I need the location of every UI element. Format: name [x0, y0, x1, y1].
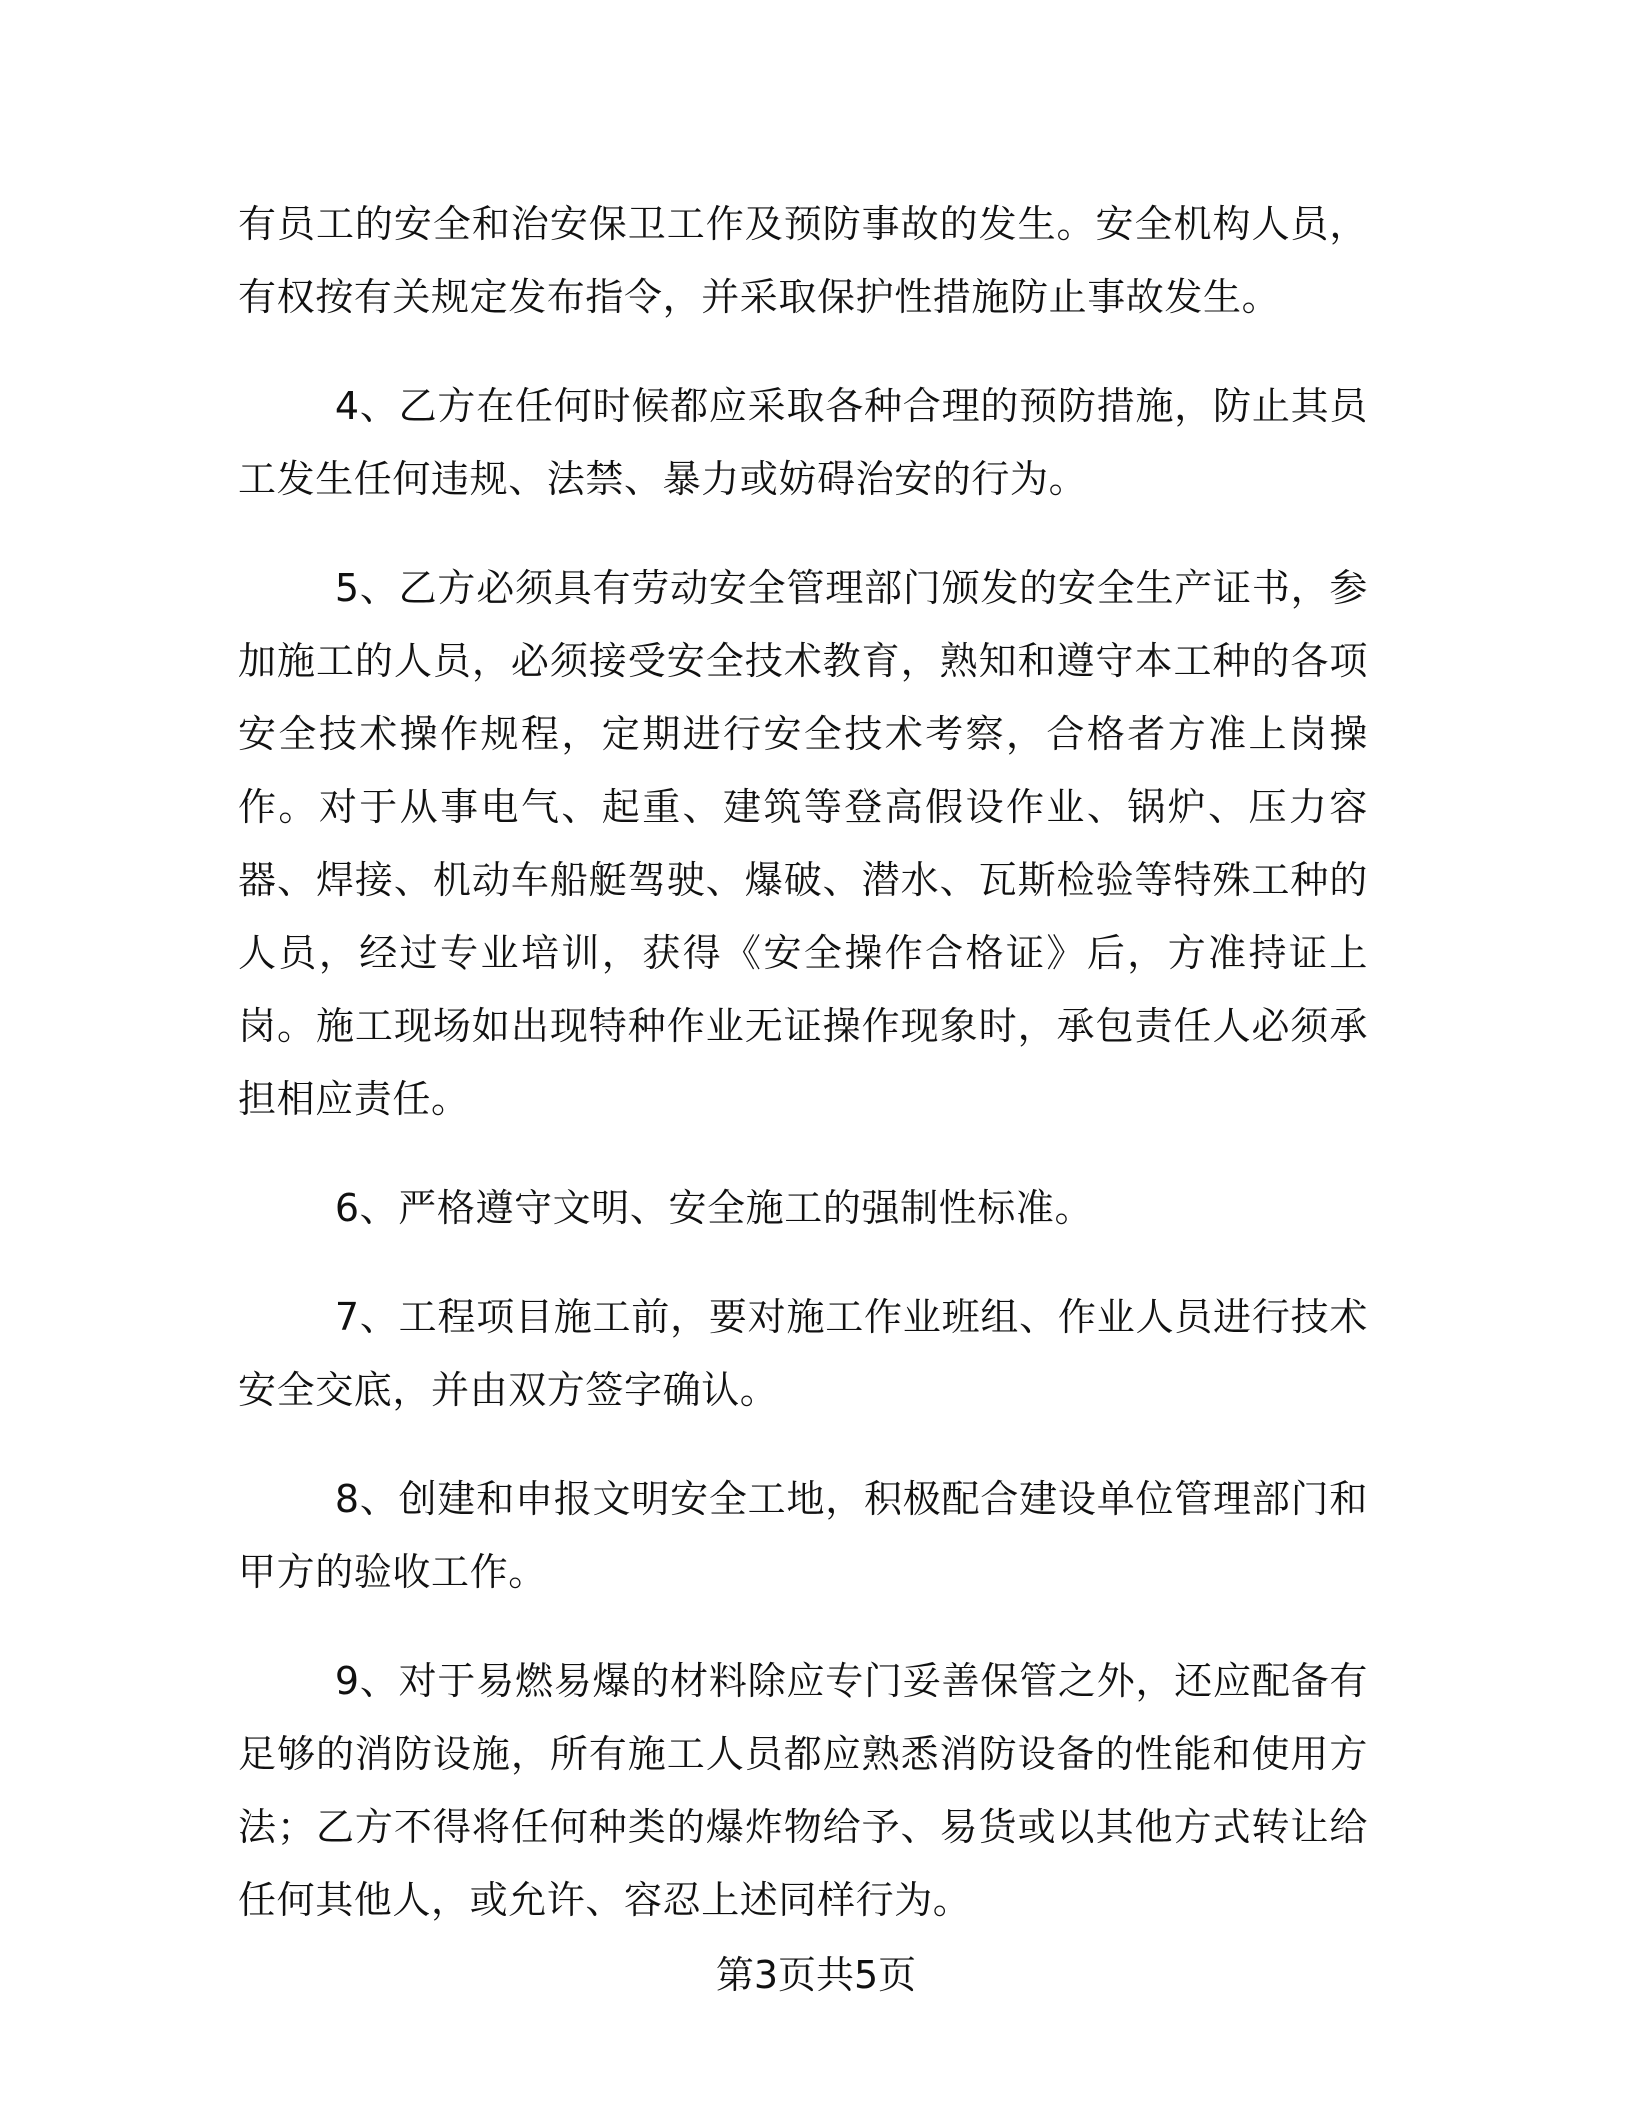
page-number-footer: 第3页共5页	[715, 1953, 917, 1997]
paragraph-item-7: 7、工程项目施工前，要对施工作业班组、作业人员进行技术安全交底，并由双方签字确认。	[238, 1295, 1368, 1412]
paragraph-continuation: 有员工的安全和治安保卫工作及预防事故的发生。安全机构人员，有权按有关规定发布指令，并采取保护性措施防止事故发生。	[238, 202, 1368, 319]
paragraph-item-5: 5、乙方必须具有劳动安全管理部门颁发的安全生产证书，参加施工的人员，必须接受安全技术教育，熟知和遵守本工种的各项安全技术操作规程，定期进行安全技术考察，合格者方准上岗操作。对于从事电气、起重、建筑等登高假设作业、锅炉、压力容器、焊接、机动车船艇驾驶、爆破、潜水、瓦斯检验等特殊工种的人员，经过专业培训，获得《安全操作合格证》后，方准持证上岗。施工现场如出现特种作业无证操作现象时，承包责任人必须承担相应责任。	[238, 566, 1368, 1121]
paragraph-item-4: 4、乙方在任何时候都应采取各种合理的预防措施，防止其员工发生任何违规、法禁、暴力或妨碍治安的行为。	[238, 384, 1368, 501]
paragraph-item-9: 9、对于易燃易爆的材料除应专门妥善保管之外，还应配备有足够的消防设施，所有施工人员都应熟悉消防设备的性能和使用方法；乙方不得将任何种类的爆炸物给予、易货或以其他方式转让给任何其他人，或允许、容忍上述同样行为。	[238, 1659, 1368, 1922]
document-body	[238, 188, 1368, 1937]
paragraph-item-6: 6、严格遵守文明、安全施工的强制性标准。	[334, 1186, 1094, 1230]
paragraph-item-8: 8、创建和申报文明安全工地，积极配合建设单位管理部门和甲方的验收工作。	[238, 1477, 1368, 1594]
